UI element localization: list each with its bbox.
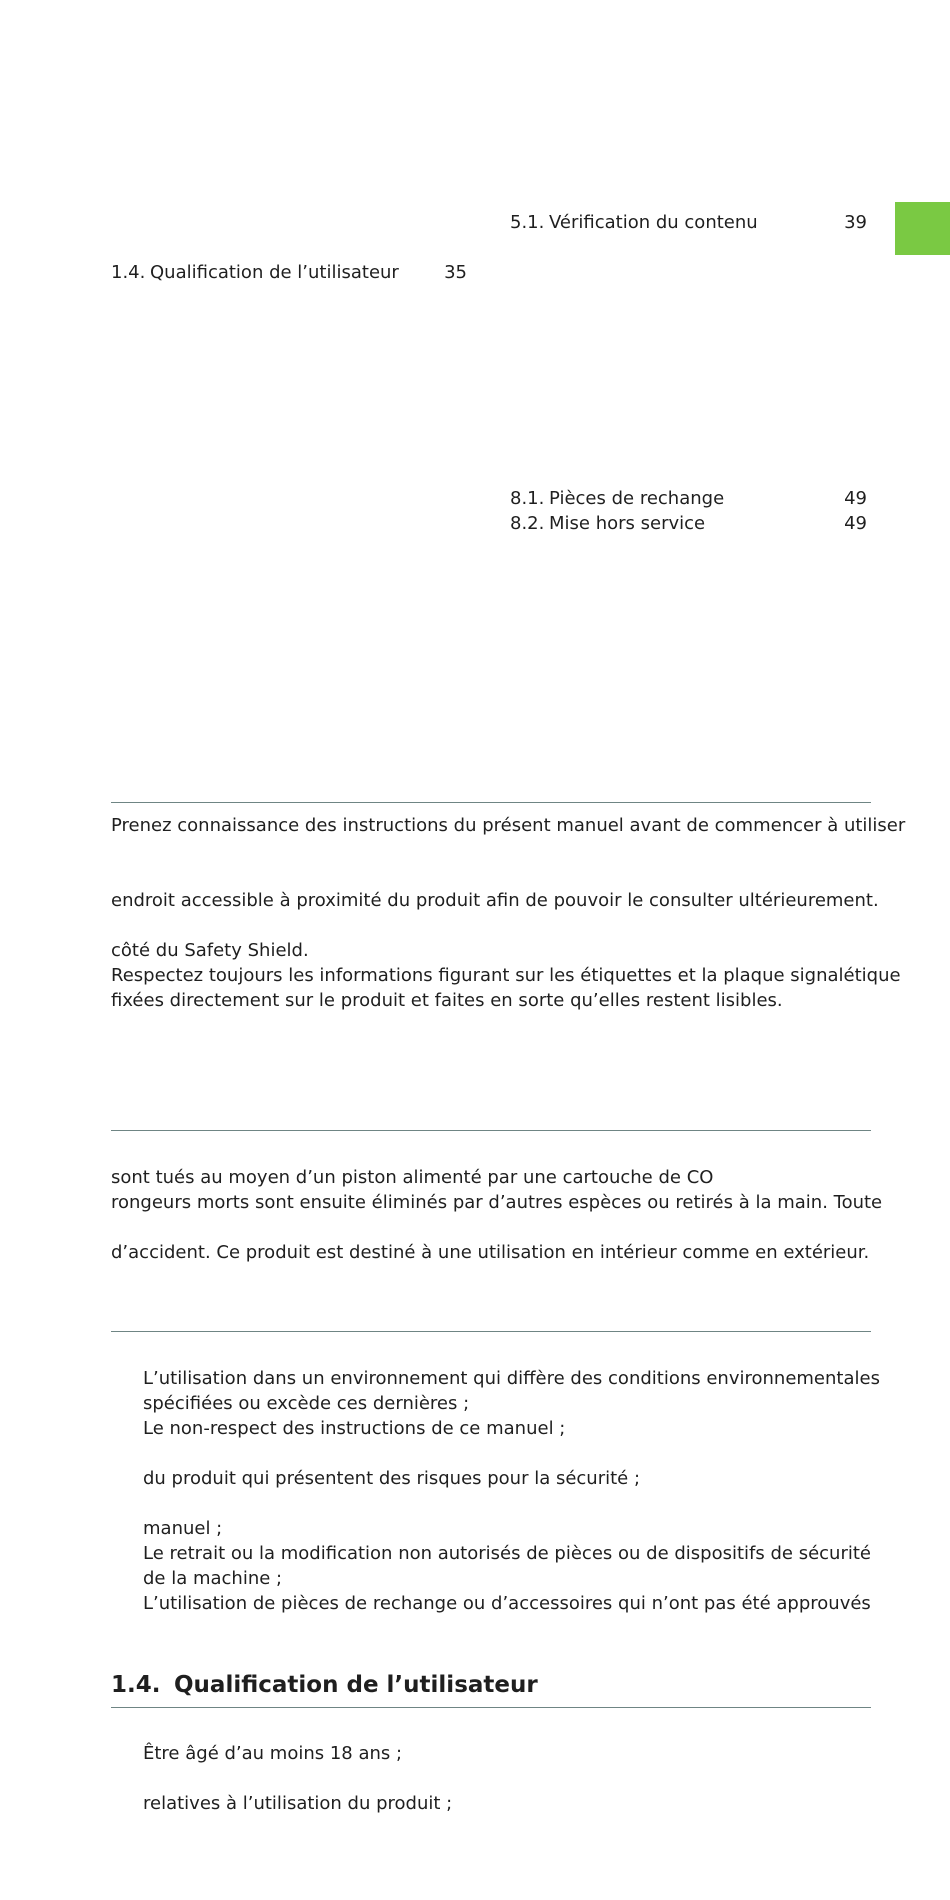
section-heading	[111, 1672, 538, 1698]
section-divider	[111, 1707, 871, 1708]
chapter-tab-marker	[895, 202, 950, 255]
section-divider	[111, 802, 871, 803]
list-item-text: L’utilisation de pièces de rechange ou d’accessoires qui n’ont pas été approuvés	[143, 1593, 871, 1614]
toc-entry-label: Mise hors service	[549, 513, 706, 534]
toc-entry-label: Vérification du contenu	[549, 212, 758, 233]
list-item-text: manuel ;	[143, 1518, 223, 1539]
toc-entry-page: 49	[844, 488, 867, 509]
toc-entry-number: 8.1.	[510, 488, 545, 509]
toc-entry-number: 1.4.	[111, 262, 146, 283]
toc-entry-label: Pièces de rechange	[549, 488, 725, 509]
toc-entry-number: 5.1.	[510, 212, 545, 233]
body-text-line: fixées directement sur le produit et faites en sorte qu’elles restent lisibles.	[111, 990, 783, 1011]
list-item-text: Le retrait ou la modification non autorisés de pièces ou de dispositifs de sécurité	[143, 1543, 871, 1564]
list-item-text: Être âgé d’au moins 18 ans ;	[143, 1743, 403, 1764]
list-item-text: de la machine ;	[143, 1568, 283, 1589]
list-item-text: L’utilisation dans un environnement qui diffère des conditions environnementales	[143, 1368, 880, 1389]
body-text-line: endroit accessible à proximité du produit afin de pouvoir le consulter ultérieurement.	[111, 890, 879, 911]
list-item-text: relatives à l’utilisation du produit ;	[143, 1793, 453, 1814]
body-text-line: Respectez toujours les informations figurant sur les étiquettes et la plaque signalétique	[111, 965, 901, 986]
section-divider	[111, 1331, 871, 1332]
body-text-line: sont tués au moyen d’un piston alimenté par une cartouche de CO	[111, 1167, 714, 1188]
body-text-line: d’accident. Ce produit est destiné à une utilisation en intérieur comme en extérieur.	[111, 1242, 870, 1263]
body-text-line: rongeurs morts sont ensuite éliminés par d’autres espèces ou retirés à la main. Toute	[111, 1192, 883, 1213]
section-heading-number: 1.4.	[111, 1672, 161, 1698]
body-text-line: Prenez connaissance des instructions du présent manuel avant de commencer à utiliser	[111, 815, 906, 836]
toc-entry-label: Qualification de l’utilisateur	[150, 262, 399, 283]
toc-entry-page: 35	[444, 262, 467, 283]
section-divider	[111, 1130, 871, 1131]
list-item-text: spécifiées ou excède ces dernières ;	[143, 1393, 470, 1414]
section-heading-title: Qualification de l’utilisateur	[174, 1672, 538, 1698]
toc-entry-number: 8.2.	[510, 513, 545, 534]
toc-entry-page: 39	[844, 212, 867, 233]
toc-entry-page: 49	[844, 513, 867, 534]
list-item-text: du produit qui présentent des risques pour la sécurité ;	[143, 1468, 641, 1489]
body-text-line: côté du Safety Shield.	[111, 940, 309, 961]
list-item-text: Le non-respect des instructions de ce manuel ;	[143, 1418, 566, 1439]
